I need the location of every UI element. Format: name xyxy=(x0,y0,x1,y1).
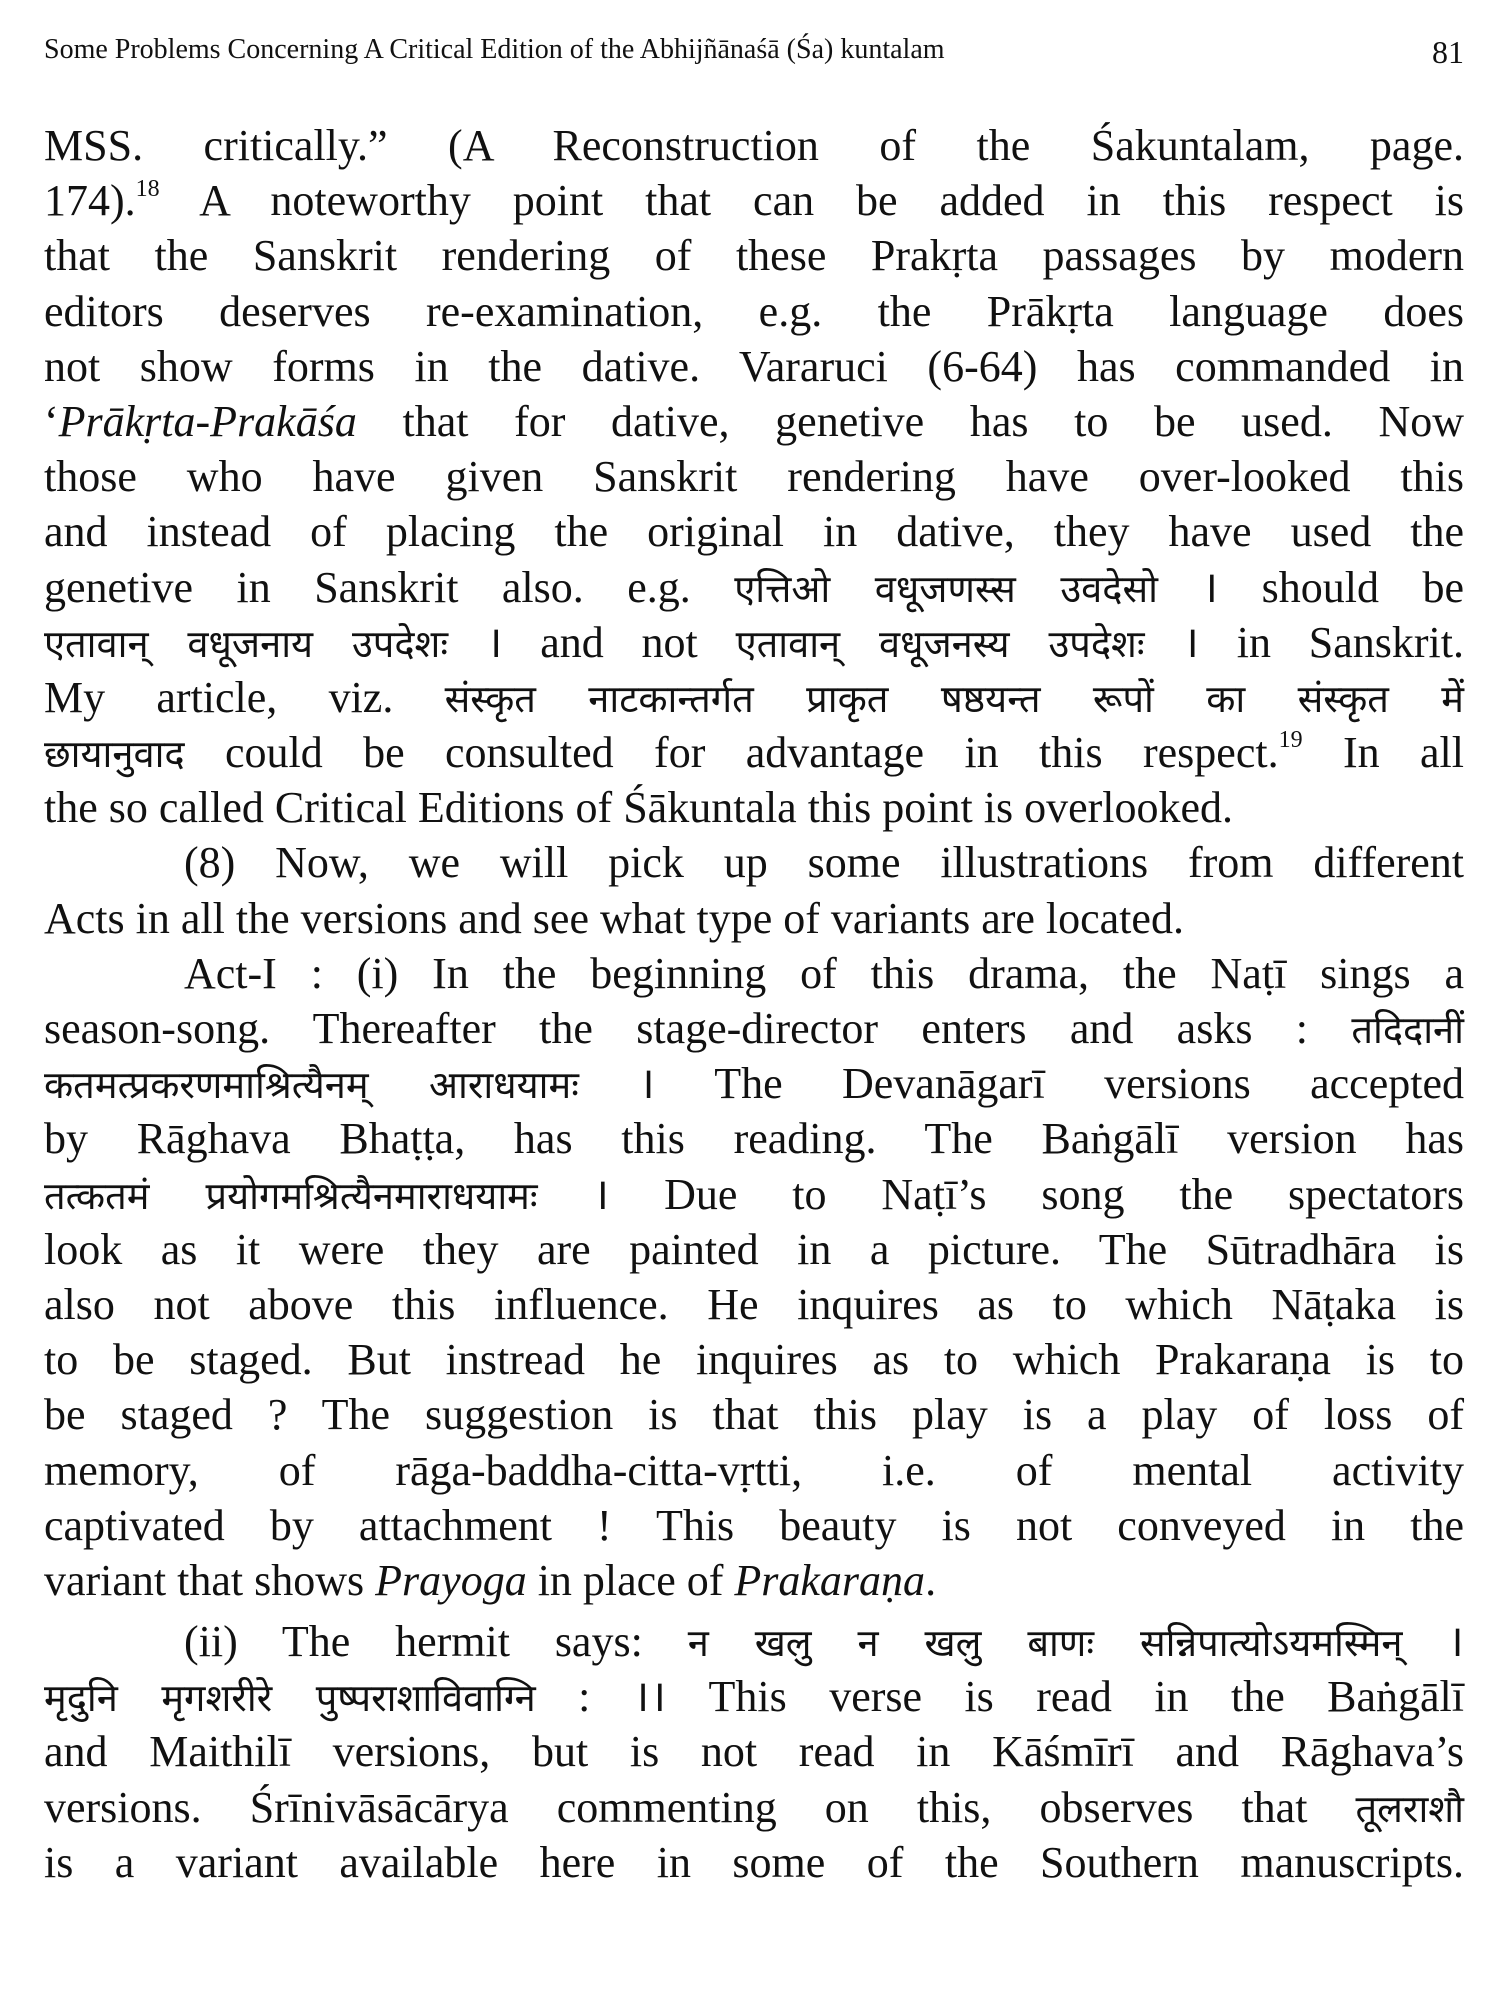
devanagari-quote: तत्कतमं प्रयोगमश्रित्यैनमाराधयामः xyxy=(44,1173,538,1218)
text-line: छायानुवाद could be consulted for advantage in this respect.$^{19}$ In all xyxy=(44,727,1464,778)
body-text xyxy=(44,118,1464,1890)
text-line: (8) Now, we will pick up some illustrations from different xyxy=(184,838,1464,888)
text-line: those who have given Sanskrit rendering have over-looked this xyxy=(44,452,1464,502)
text-line: versions. Śrīnivāsācārya commenting on this, observes that तूलराशौ xyxy=(44,1782,1464,1832)
text-line: (ii) The hermit says: न खलु न खलु बाणः सन्निपात्योऽयमस्मिन् । xyxy=(184,1617,1464,1667)
text-line: तत्कतमं प्रयोगमश्रित्यैनमाराधयामः । Due to Naṭī’s song the spectators xyxy=(44,1169,1464,1219)
running-head xyxy=(44,34,1464,84)
devanagari-quote: तदिदानीं xyxy=(1351,1008,1464,1052)
text-line: My article, viz. संस्कृत नाटकान्तर्गत प्राकृत षष्ठयन्त रूपों का संस्कृत में xyxy=(44,672,1464,722)
text-line: editors deserves re-examination, e.g. the Prākṛta language does xyxy=(44,286,1464,336)
text-line: ‘Prākṛta-Prakāśa that for dative, genetive has to be used. Now xyxy=(44,396,1464,446)
text-line: Act-I : (i) In the beginning of this drama, the Naṭī sings a xyxy=(184,948,1464,998)
text-line: memory, of rāga-baddha-citta-vṛtti, i.e. of mental activity xyxy=(44,1445,1464,1495)
text-line: that the Sanskrit rendering of these Prakṛta passages by modern xyxy=(44,231,1464,281)
running-title: Some Problems Concerning A Critical Edition of the Abhijñānaśā (Śa) kuntalam xyxy=(44,34,945,65)
text-line: 174).$^{18}$ A noteworthy point that can be added in this respect is xyxy=(44,175,1464,226)
devanagari-quote: कतमत्प्रकरणमाश्रित्यैनम् आराधयामः xyxy=(44,1063,579,1108)
page-number: 81 xyxy=(1432,34,1464,70)
text-line: season-song. Thereafter the stage-director enters and asks : तदिदानीं xyxy=(44,1004,1464,1053)
text-line: also not above this influence. He inquires as to which Nāṭaka is xyxy=(44,1279,1464,1329)
text-line: to be staged. But instread he inquires as to which Prakaraṇa is to xyxy=(44,1335,1464,1385)
text-line: and Maithilī versions, but is not read in Kāśmīrī and Rāghava’s xyxy=(44,1727,1464,1777)
devanagari-quote: तूलराशौ xyxy=(1355,1786,1464,1831)
text-line: मृदुनि मृगशरीरे पुष्पराशाविवाग्नि : ।। This verse is read in the Baṅgālī xyxy=(44,1672,1464,1722)
devanagari-quote: एतावान् वधूजनाय उपदेशः xyxy=(44,621,449,666)
devanagari-quote: एत्तिओ वधूजणस्स उवदेसो xyxy=(734,566,1159,611)
text-line: MSS. critically.” (A Reconstruction of the Śakuntalam, page. xyxy=(44,121,1464,170)
devanagari-quote: एतावान् वधूजनस्य उपदेशः xyxy=(735,621,1145,666)
text-line: is a variant available here in some of the Southern manuscripts. xyxy=(44,1837,1464,1887)
text-line: कतमत्प्रकरणमाश्रित्यैनम् आराधयामः । The Devanāgarī versions accepted xyxy=(44,1059,1464,1109)
text-line: be staged ? The suggestion is that this play is a play of loss of xyxy=(44,1390,1464,1440)
text-line: look as it were they are painted in a picture. The Sūtradhāra is xyxy=(44,1224,1464,1274)
devanagari-quote: न खलु न खलु बाणः सन्निपात्योऽयमस्मिन् xyxy=(687,1621,1403,1666)
text-line: and instead of placing the original in dative, they have used the xyxy=(44,507,1464,557)
text-line: not show forms in the dative. Vararuci (6-64) has commanded in xyxy=(44,341,1464,391)
footnote-ref: 18 xyxy=(135,175,160,202)
text-line: एतावान् वधूजनाय उपदेशः । and not एतावान् वधूजनस्य उपदेशः । in Sanskrit. xyxy=(44,617,1464,667)
text-line: Acts in all the versions and see what type of variants are located. xyxy=(44,893,1184,943)
text-line: variant that shows Prayoga in place of Prakaraṇa. xyxy=(44,1555,937,1605)
text-line: genetive in Sanskrit also. e.g. एत्तिओ वधूजणस्स उवदेसो । should be xyxy=(44,562,1464,612)
text-line: by Rāghava Bhaṭṭa, has this reading. The Baṅgālī version has xyxy=(44,1114,1464,1164)
devanagari-quote: मृदुनि मृगशरीरे पुष्पराशाविवाग्नि xyxy=(44,1676,536,1721)
text-line: captivated by attachment ! This beauty is not conveyed in the xyxy=(44,1500,1464,1550)
devanagari-quote: छायानुवाद xyxy=(44,732,185,777)
devanagari-quote: संस्कृत नाटकान्तर्गत प्राकृत षष्ठयन्त रूपों का संस्कृत में xyxy=(444,676,1464,721)
text-line: the so called Critical Editions of Śākuntala this point is overlooked. xyxy=(44,783,1234,833)
footnote-ref: 19 xyxy=(1278,727,1303,754)
